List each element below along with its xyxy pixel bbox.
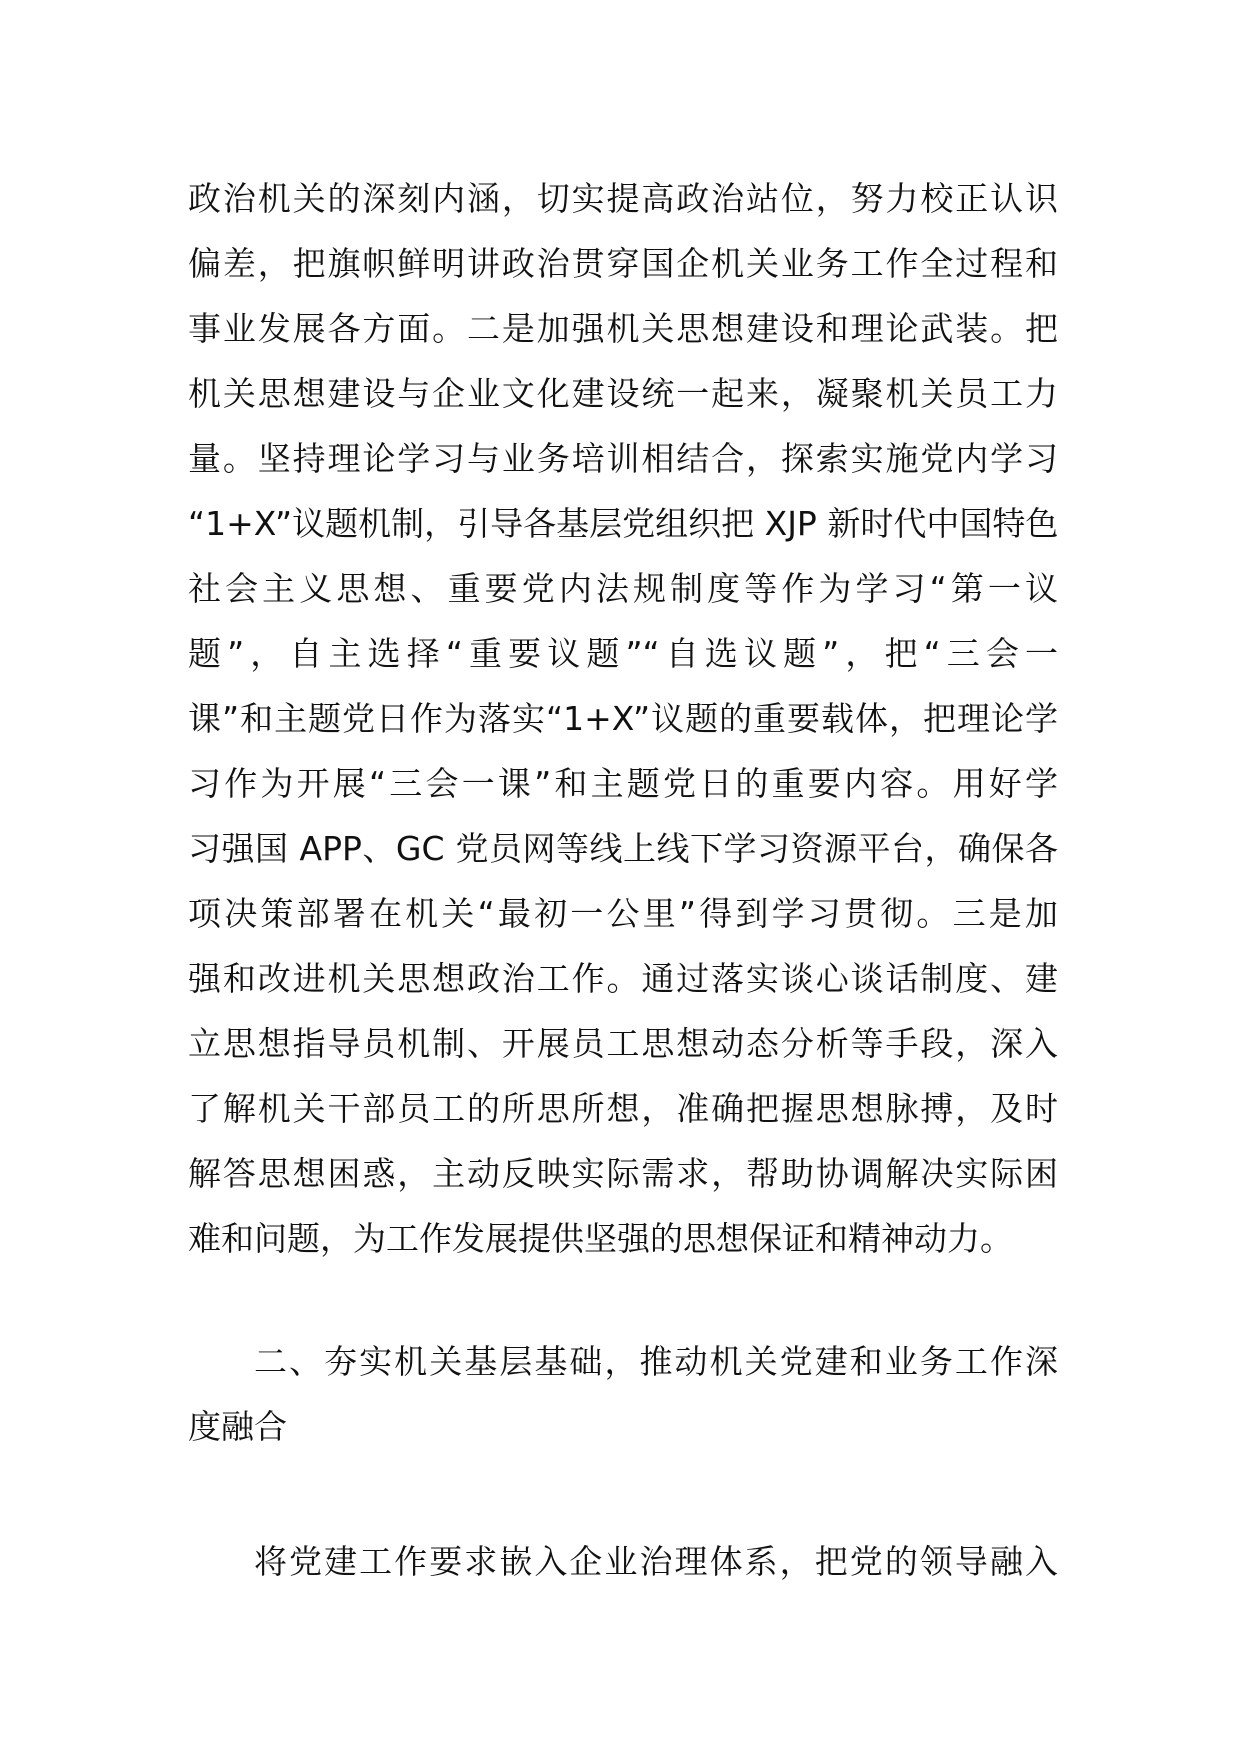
paragraph-line: “1+X”议题机制，引导各基层党组织把 XJP 新时代中国特色 bbox=[188, 504, 1058, 543]
paragraph-line: 了解机关干部员工的所思所想，准确把握思想脉搏，及时 bbox=[188, 1089, 1058, 1128]
paragraph-line: 事业发展各方面。二是加强机关思想建设和理论武装。把 bbox=[188, 309, 1058, 348]
section-heading bbox=[188, 1329, 1058, 1459]
heading-line: 二、夯实机关基层基础，推动机关党建和业务工作深 bbox=[254, 1342, 1058, 1381]
paragraph-line: 课”和主题党日作为落实“1+X”议题的重要载体，把理论学 bbox=[188, 699, 1058, 738]
paragraph-line: 将党建工作要求嵌入企业治理体系，把党的领导融入 bbox=[254, 1542, 1058, 1581]
heading-line: 度融合 bbox=[188, 1407, 287, 1446]
paragraph-line: 解答思想困惑，主动反映实际需求，帮助协调解决实际困 bbox=[188, 1154, 1058, 1193]
paragraph-line: 立思想指导员机制、开展员工思想动态分析等手段，深入 bbox=[188, 1024, 1058, 1063]
body-paragraph bbox=[188, 166, 1058, 1271]
paragraph-line: 社会主义思想、重要党内法规制度等作为学习“第一议 bbox=[188, 569, 1058, 608]
paragraph-line: 强和改进机关思想政治工作。通过落实谈心谈话制度、建 bbox=[188, 959, 1058, 998]
paragraph-line: 题”，自主选择“重要议题”“自选议题”，把“三会一 bbox=[188, 634, 1058, 673]
paragraph-line: 偏差，把旗帜鲜明讲政治贯穿国企机关业务工作全过程和 bbox=[188, 244, 1058, 283]
paragraph-line: 难和问题，为工作发展提供坚强的思想保证和精神动力。 bbox=[188, 1219, 1013, 1258]
paragraph-line: 项决策部署在机关“最初一公里”得到学习贯彻。三是加 bbox=[188, 894, 1058, 933]
paragraph-line: 习强国 APP、GC 党员网等线上线下学习资源平台，确保各 bbox=[188, 829, 1058, 868]
paragraph-line: 政治机关的深刻内涵，切实提高政治站位，努力校正认识 bbox=[188, 179, 1058, 218]
body-paragraph bbox=[188, 1529, 1058, 1594]
paragraph-line: 习作为开展“三会一课”和主题党日的重要内容。用好学 bbox=[188, 764, 1058, 803]
paragraph-line: 量。坚持理论学习与业务培训相结合，探索实施党内学习 bbox=[188, 439, 1058, 478]
paragraph-line: 机关思想建设与企业文化建设统一起来，凝聚机关员工力 bbox=[188, 374, 1058, 413]
